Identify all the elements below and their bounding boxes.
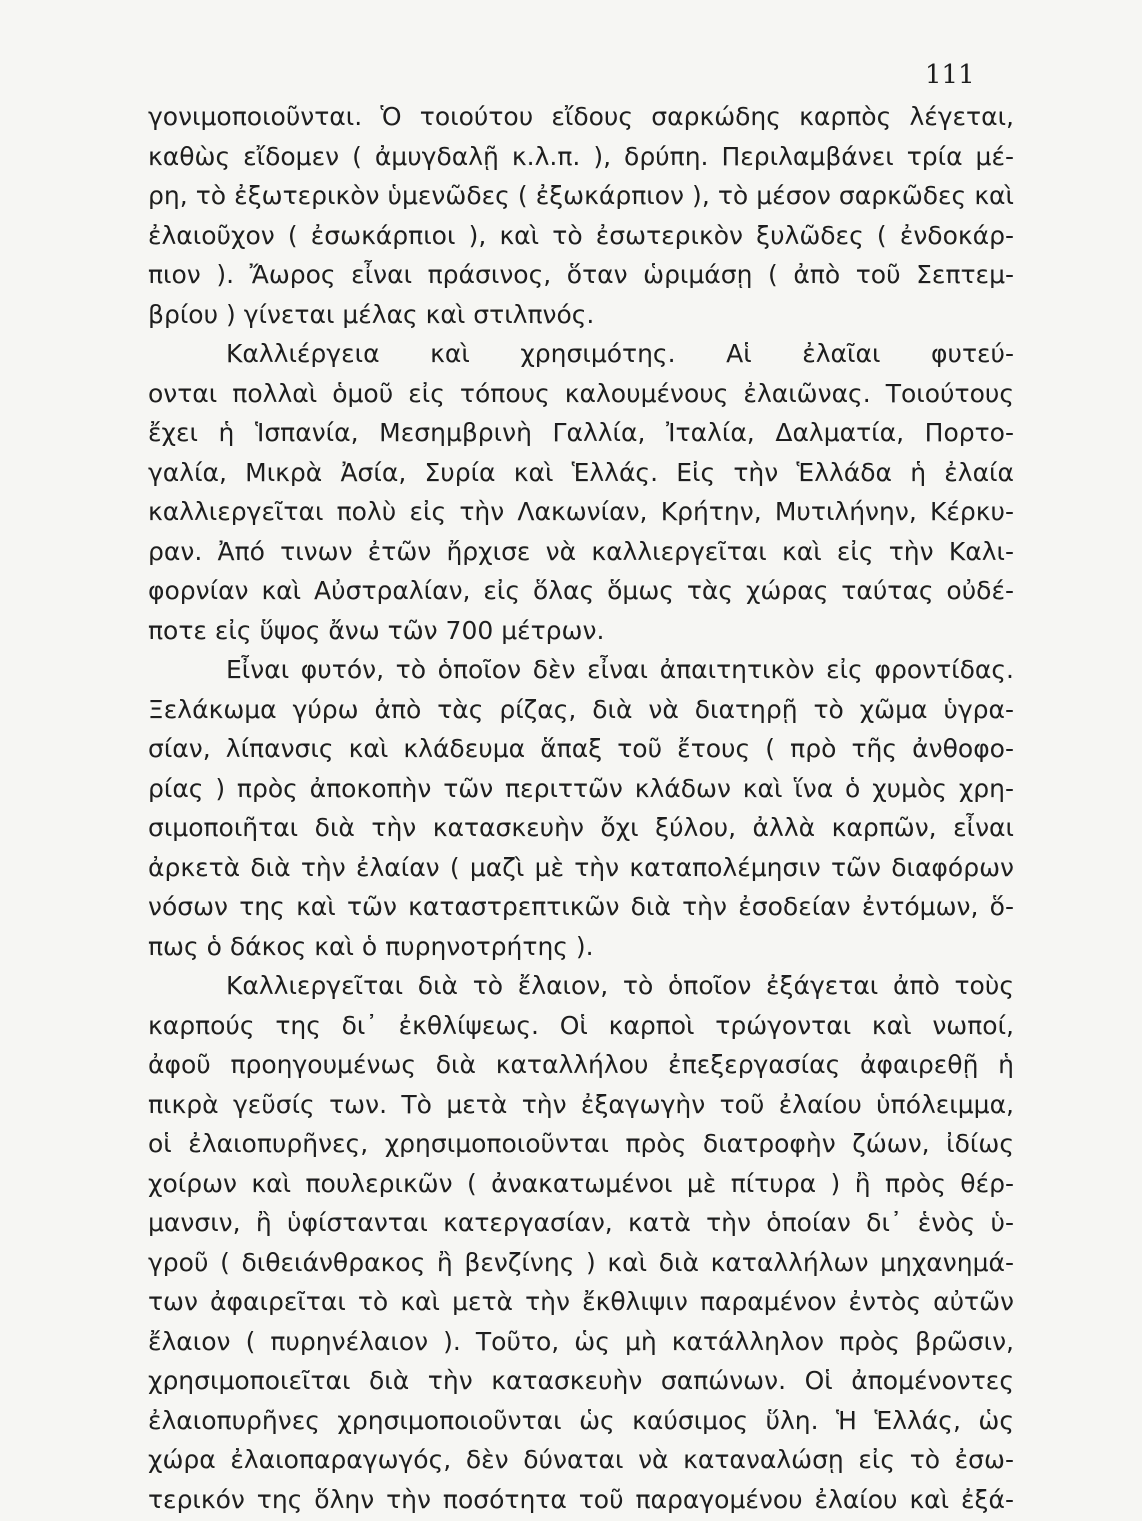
text-line: ραν. Ἀπό τινων ἐτῶν ἤρχισε νὰ καλλιεργεῖται καὶ εἰς τὴν Καλι- <box>148 536 1014 566</box>
text-line: νόσων της καὶ τῶν καταστρεπτικῶν διὰ τὴν ἐσοδείαν ἐντόμων, ὅ- <box>148 892 1014 921</box>
text-line: ἀρκετὰ διὰ τὴν ἐλαίαν ( μαζὶ μὲ τὴν καταπολέμησιν τῶν διαφόρων <box>148 852 1014 882</box>
text-line: γαλία, Μικρὰ Ἀσία, Συρία καὶ Ἑλλάς. Εἰς τὴν Ἑλλάδα ἡ ἐλαία <box>148 457 1014 487</box>
text-line: σιμοποιῆται διὰ τὴν κατασκευὴν ὄχι ξύλου, ἀλλὰ καρπῶν, εἶναι <box>148 813 1014 842</box>
text-line: ονται πολλαὶ ὁμοῦ εἰς τόπους καλουμένους ἐλαιῶνας. Τοιούτους <box>148 378 1014 408</box>
text-line: ρη, τὸ ἐξωτερικὸν ὑμενῶδες ( ἐξωκάρπιον ), τὸ μέσον σαρκῶδες καὶ <box>148 181 1014 210</box>
text-line: ἀφοῦ προηγουμένως διὰ καταλλήλου ἐπεξεργασίας ἀφαιρεθῇ ἡ <box>148 1050 1014 1079</box>
text-line: μανσιν, ἢ ὑφίστανται κατεργασίαν, κατὰ τὴν ὁποίαν δι᾽ ἑνὸς ὑ- <box>148 1208 1014 1237</box>
text-line: καθὼς εἴδομεν ( ἀμυγδαλῇ κ.λ.π. ), δρύπη. Περιλαμβάνει τρία μέ- <box>148 141 1014 171</box>
text-line: πικρὰ γεῦσίς των. Τὸ μετὰ τὴν ἐξαγωγὴν τοῦ ἐλαίου ὑπόλειμμα, <box>148 1089 1014 1119</box>
text-line: Καλλιέργεια καὶ χρησιμότης. Αἱ ἐλαῖαι φυτεύ- <box>226 339 1014 368</box>
text-line: φορνίαν καὶ Αὐστραλίαν, εἰς ὅλας ὅμως τὰς χώρας ταύτας οὐδέ- <box>148 576 1014 605</box>
text-line: χώρα ἐλαιοπαραγωγός, δὲν δύναται νὰ καταναλώσῃ εἰς τὸ ἐσω- <box>148 1445 1014 1474</box>
text-line: τερικόν της ὅλην τὴν ποσότητα τοῦ παραγομένου ἐλαίου καὶ ἐξά- <box>148 1484 1014 1514</box>
text-line: Ξελάκωμα γύρω ἀπὸ τὰς ρίζας, διὰ νὰ διατηρῇ τὸ χῶμα ὑγρα- <box>148 694 1014 724</box>
text-line: σίαν, λίπανσις καὶ κλάδευμα ἅπαξ τοῦ ἔτους ( πρὸ τῆς ἀνθοφο- <box>148 734 1014 763</box>
text-line: Καλλιεργεῖται διὰ τὸ ἔλαιον, τὸ ὁποῖον ἐξάγεται ἀπὸ τοὺς <box>226 971 1014 1000</box>
text-line: ἐλαιοπυρῆνες χρησιμοποιοῦνται ὡς καύσιμος ὕλη. Ἡ Ἑλλάς, ὡς <box>148 1405 1014 1435</box>
text-line: χοίρων καὶ πουλερικῶν ( ἀνακατωμένοι μὲ πίτυρα ) ἢ πρὸς θέρ- <box>148 1168 1014 1198</box>
text-line: πιον ). Ἄωρος εἶναι πράσινος, ὅταν ὡριμάσῃ ( ἀπὸ τοῦ Σεπτεμ- <box>148 260 1014 289</box>
text-line: βρίου ) γίνεται μέλας καὶ στιλπνός. <box>148 299 595 329</box>
text-line: γροῦ ( διθειάνθρακος ἢ βενζίνης ) καὶ διὰ καταλλήλων μηχανημά- <box>148 1247 1014 1277</box>
text-line: ἔλαιον ( πυρηνέλαιον ). Τοῦτο, ὡς μὴ κατάλληλον πρὸς βρῶσιν, <box>148 1326 1014 1356</box>
text-line: καλλιεργεῖται πολὺ εἰς τὴν Λακωνίαν, Κρήτην, Μυτιλήνην, Κέρκυ- <box>148 497 1014 526</box>
text-line: οἱ ἐλαιοπυρῆνες, χρησιμοποιοῦνται πρὸς διατροφὴν ζώων, ἰδίως <box>148 1129 1014 1158</box>
text-line: ποτε εἰς ὕψος ἄνω τῶν 700 μέτρων. <box>148 615 605 645</box>
text-line: γονιμοποιοῦνται. Ὁ τοιούτου εἴδους σαρκώδης καρπὸς λέγεται, <box>148 102 1014 131</box>
text-line: χρησιμοποιεῖται διὰ τὴν κατασκευὴν σαπώνων. Οἱ ἀπομένοντες <box>148 1366 1014 1395</box>
text-line: ρίας ) πρὸς ἀποκοπὴν τῶν περιττῶν κλάδων καὶ ἵνα ὁ χυμὸς χρη- <box>148 773 1014 803</box>
text-line: ἐλαιοῦχον ( ἐσωκάρπιοι ), καὶ τὸ ἐσωτερικὸν ξυλῶδες ( ἐνδοκάρ- <box>148 220 1014 250</box>
text-line: των ἀφαιρεῖται τὸ καὶ μετὰ τὴν ἔκθλιψιν παραμένον ἐντὸς αὐτῶν <box>148 1287 1014 1316</box>
text-line: καρπούς της δι᾽ ἐκθλίψεως. Οἱ καρποὶ τρώγονται καὶ νωποί, <box>148 1010 1014 1040</box>
text-line: πως ὁ δάκος καὶ ὁ πυρηνοτρήτης ). <box>148 931 594 961</box>
page-number: 111 <box>925 60 975 90</box>
text-line: ἔχει ἡ Ἱσπανία, Μεσημβρινὴ Γαλλία, Ἰταλία, Δαλματία, Πορτο- <box>148 418 1014 447</box>
text-line: Εἶναι φυτόν, τὸ ὁποῖον δὲν εἶναι ἀπαιτητικὸν εἰς φροντίδας. <box>226 655 1014 684</box>
